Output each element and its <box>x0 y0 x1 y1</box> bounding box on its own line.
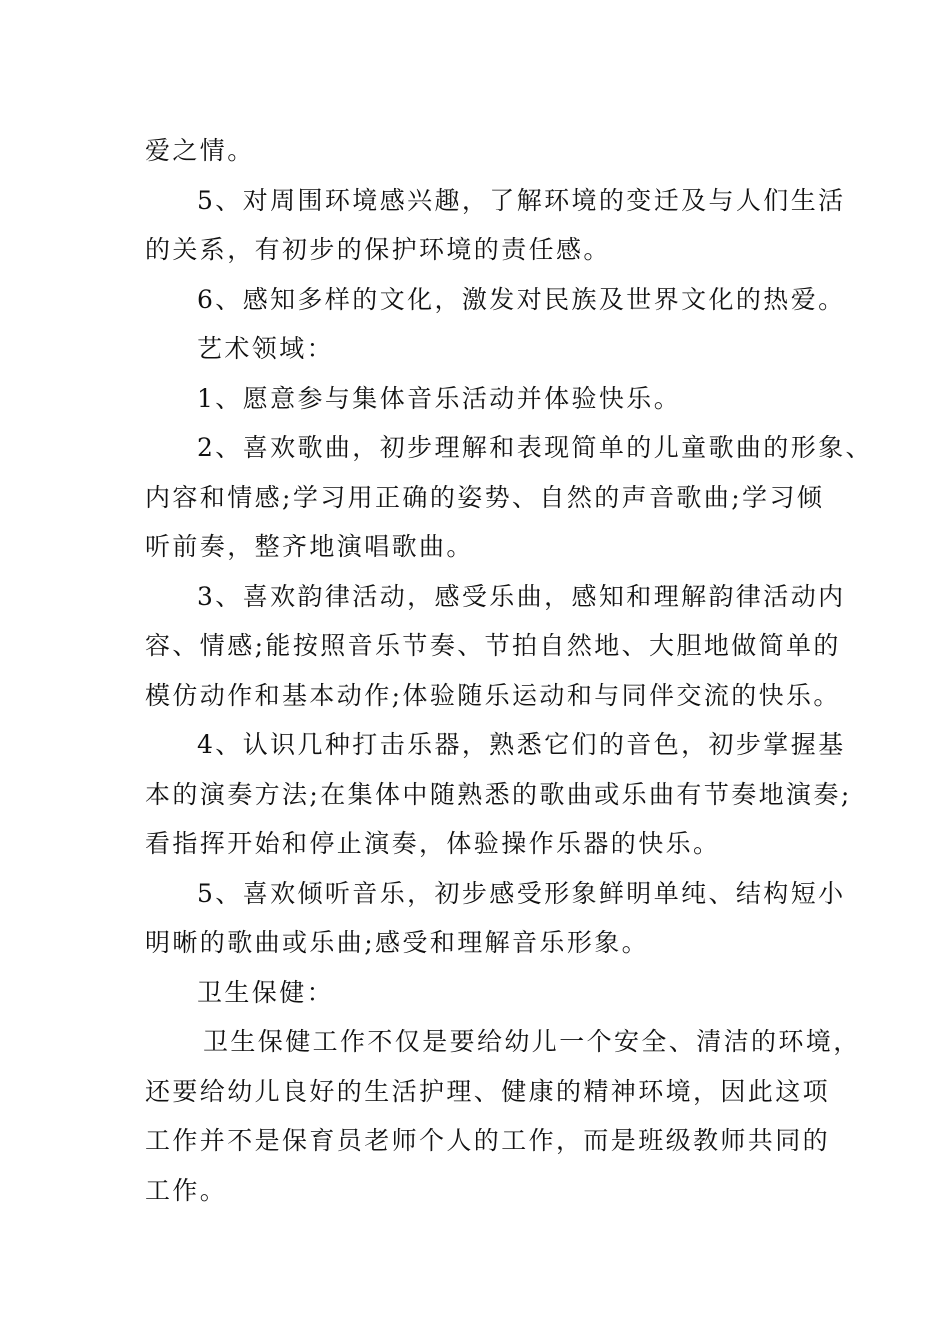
text-line: 4、认识几种打击乐器，熟悉它们的音色，初步掌握基 <box>197 730 846 759</box>
text-line: 卫生保健工作不仅是要给幼儿一个安全、清洁的环境， <box>203 1027 861 1056</box>
text-line: 工作。 <box>145 1175 228 1205</box>
text-line: 本的演奏方法;在集体中随熟悉的歌曲或乐曲有节奏地演奏; <box>145 779 852 809</box>
text-line: 5、喜欢倾听音乐，初步感受形象鲜明单纯、结构短小 <box>197 878 846 908</box>
text-line: 内容和情感;学习用正确的姿势、自然的声音歌曲;学习倾 <box>145 482 825 512</box>
text-line: 3、喜欢韵律活动，感受乐曲，感知和理解韵律活动内 <box>197 581 846 611</box>
text-line: 5、对周围环境感兴趣，了解环境的变迁及与人们生活 <box>197 185 846 215</box>
text-line: 模仿动作和基本动作;体验随乐运动和与同伴交流的快乐。 <box>145 680 841 710</box>
section-heading: 卫生保健： <box>197 977 335 1007</box>
text-line: 还要给幼儿良好的生活护理、健康的精神环境，因此这项 <box>145 1076 831 1106</box>
text-line: 6、感知多样的文化，激发对民族及世界文化的热爱。 <box>197 284 846 314</box>
text-line: 看指挥开始和停止演奏，体验操作乐器的快乐。 <box>145 829 721 858</box>
text-line: 的关系，有初步的保护环境的责任感。 <box>145 235 611 264</box>
text-line: 容、情感;能按照音乐节奏、节拍自然地、大胆地做简单的 <box>145 631 841 660</box>
section-heading: 艺术领域： <box>197 334 335 363</box>
text-line: 爱之情。 <box>145 136 255 165</box>
text-line: 明晰的歌曲或乐曲;感受和理解音乐形象。 <box>145 928 650 957</box>
text-line: 工作并不是保育员老师个人的工作，而是班级教师共同的 <box>145 1126 831 1155</box>
document-body <box>145 126 873 1215</box>
text-line: 听前奏，整齐地演唱歌曲。 <box>145 532 474 561</box>
text-line: 2、喜欢歌曲，初步理解和表现简单的儿童歌曲的形象、 <box>197 433 873 462</box>
text-line: 1、愿意参与集体音乐活动并体验快乐。 <box>197 383 682 413</box>
